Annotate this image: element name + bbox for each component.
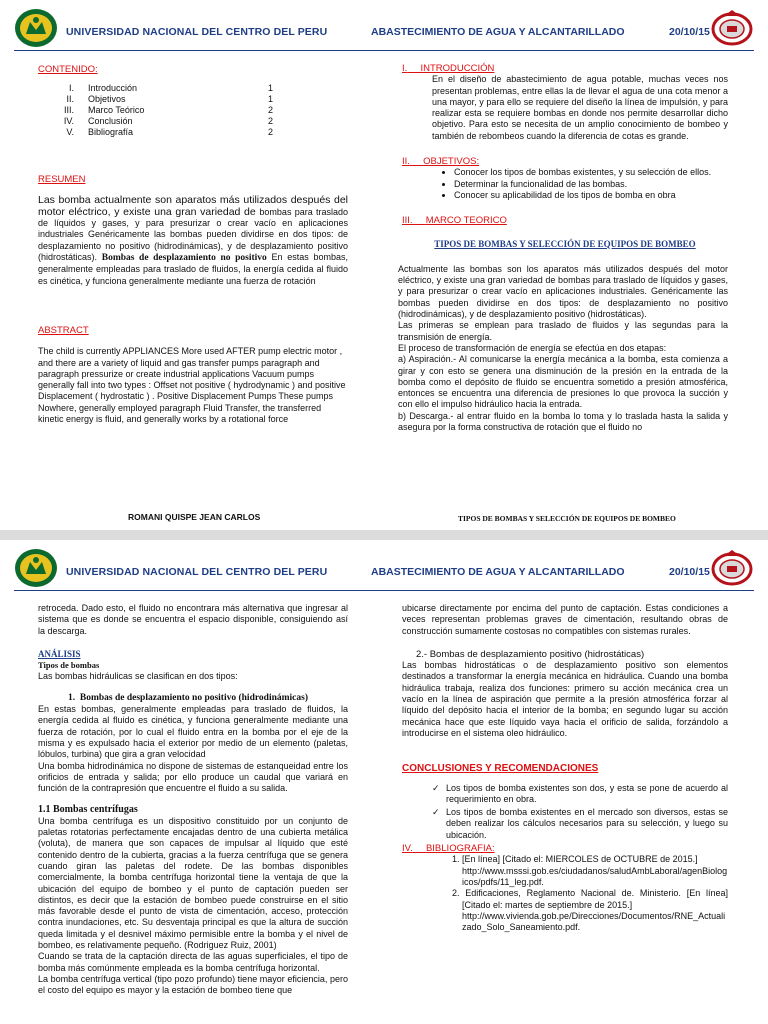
analisis-heading: ANÁLISIS [38,648,81,659]
objetivos-title: OBJETIVOS: [423,156,480,168]
bibliografia-link[interactable]: http://www.msssi.gob.es/ciudadanos/saludAmbLaboral/agenBiologicos/pdfs/11_leg.pdf. [462,865,728,887]
continuation-paragraph: ubicarse directamente por encima del punto de captación. Estas condiciones a veces representan problemas graves de cimentación, resultando obras de construcción sumamente costosas no compatibles con sistemas rurales. [402,603,728,636]
introduccion-title: INTRODUCCIÓN [420,63,495,74]
centrifugas-heading: 1.1 Bombas centrífugas [38,804,138,816]
abstract-heading: ABSTRACT [38,324,89,336]
tipos-text: Las bombas hidráulicas se clasifican en dos tipos: [38,671,238,682]
objetivos-list [402,167,728,201]
course-title: ABASTECIMIENTO DE AGUA Y ALCANTARILLADO [371,26,625,38]
document-date: 20/10/15 [669,26,710,38]
resumen-body: bombas para traslado de líquidos y gases, y para presurizar o crear vacío en aplicaciones industriales Genéricamente las bombas pueden dividirse en dos tipos: de desplazamiento no positivo (hidrodinámicas), y de desplazamiento positivo (hidrostáticas). [38,206,348,263]
table-of-contents [38,83,273,138]
document-date: 20/10/15 [669,566,710,578]
marco-paragraph-2: Las primeras se emplean para traslado de fluidos y las segundas para la transmisión de energía. [398,320,728,342]
toc-page: 1 [268,83,274,94]
toc-title: Marco Teórico [88,105,145,116]
right-column [398,63,728,433]
introduccion-text: En el diseño de abastecimiento de agua potable, muchas veces nos presentan problemas, entre ellas la de llevar el agua de una cota menor a una mayor, y para ello se requiere del diseño la línea de impulsión, y para realizar esta se requiere bombas en donde nos permite desarrollar dicho objetivo. Para esto se necesita de un amplio conocimiento de bombeo y también de rebombeos cuando la diferencia de cotas es grande. [432,74,728,141]
conclusion-item: ✓ Los tipos de bomba existentes son dos, y esta se pone de acuerdo al requerimiento en obra. [446,783,728,806]
objetivo-item: • Determinar la funcionalidad de las bombas. [454,179,728,190]
header-rule [14,50,754,51]
page-header [14,548,754,588]
left-column [38,64,348,425]
page-2 [0,540,768,1024]
objetivos-heading [402,156,728,167]
toc-title: Conclusión [88,116,133,127]
toc-title: Bibliografía [88,127,134,138]
faculty-seal-icon [710,548,754,588]
page-header [14,8,754,48]
toc-number: III. [63,105,74,116]
toc-row [38,105,273,116]
bibliografia-number: 2. [452,888,460,899]
toc-page: 2 [268,116,274,127]
contenido-heading: CONTENIDO: [38,64,98,75]
centrifugas-text-2: Cuando se trata de la captación directa de las aguas superficiales, el tipo de bomba más comúnmente empleada es la bomba centrífuga horizontal. [38,951,348,973]
centrifugas-text: Una bomba centrífuga es un dispositivo constituido por un conjunto de paletas rotatorias perfectamente encajadas dentro de una cubierta metálica (voluta), de manera que son capaces de impulsar al líquido que esté contenido dentro de la cubierta, gracias a la fuerza centrífuga que se genera cuando giran las paletas del rodete. De las bombas disponibles comercialmente, la bomba centrífuga horizontal tiene la ventaja de que la ubicación del equipo de bombeo y el punto de captación pueden ser distintos, es decir que la estación de bombeo puede construirse en el sitio más favorable desde el punto de vista de cimentación, acceso, protección contra inundaciones, etc. Su desventaja principal es que la altura de succión queda limitada y el desnivel máximo permisible entre la bomba y el nivel de bombeo, es relativamente pequeño. (Rodriguez Ruiz, 2001) [38,815,348,951]
toc-number: I. [68,83,74,94]
bibliografia-text: [En línea] [Citado el: MIERCOLES de OCTUBRE de 2015.] [462,854,698,865]
bomba-2-text: Las bombas hidrostáticas o de desplazamiento positivo son elementos destinados a transformar la energía mecánica en hidráulica. Cuando una bomba hidráulica trabaja, realiza dos funciones: primero su acción mecánica crea un vacío en la línea de aspiración que permite a la presión atmosférica forzar al líquido del depósito hacia el interior de la bomba; en segundo lugar su acción mecánica hace que este líquido vaya hacia el orificio de salida, forzándolo a introducirse en el sistema oleo hidráulico. [402,660,728,738]
bomba-2-heading: 2.- Bombas de desplazamiento positivo (hidrostáticas) [416,648,645,660]
bomba-1-title: Bombas de desplazamiento no positivo (hidrodinámicas) [79,692,308,703]
continuation-paragraph: retroceda. Dado esto, el fluido no encontrara más alternativa que ingresar al sistema que es donde se encuentra el espacio disponible, consiguiendo así la descarga. [38,603,348,636]
resumen-bold-term: Bombas de desplazamiento no positivo [101,253,267,264]
course-title: ABASTECIMIENTO DE AGUA Y ALCANTARILLADO [371,566,625,578]
bomba-1-text: En estas bombas, generalmente empleadas para traslado de fluidos, la energía cedida al fluido es cinética, y funciona generalmente mediante una fuerza de rotación, por lo cual el fluido entra en la bomba por el eje de la misma y es expulsado hacia el exterior por medio de un elemento (paletas, lóbulos, turbina) que gira a gran velocidad [38,704,348,760]
resumen-lead: Las bomba actualmente son aparatos más utilizados después del motor eléctrico, y existe una gran variedad de [38,193,348,218]
objetivos-number: II. [402,156,410,168]
university-name: UNIVERSIDAD NACIONAL DEL CENTRO DEL PERU [66,26,328,38]
bibliografia-list [402,854,728,933]
marco-number: III. [402,215,413,227]
bibliografia-entry [402,888,728,933]
conclusiones-list [402,783,728,841]
university-name: UNIVERSIDAD NACIONAL DEL CENTRO DEL PERU [66,566,328,578]
toc-row [38,83,273,94]
marco-paragraph-1: Actualmente las bombas son los aparatos más utilizados después del motor eléctrico, y existe una gran variedad de bombas para traslado de líquidos y gases, y para presurizar o crear vacío en aplicaciones industriales. Genéricamente las bombas pueden dividirse en dos tipos: de desplazamiento no positivo (hidrodinámicas), y de desplazamiento positivo (hidrostáticas). [398,263,728,320]
marco-title: MARCO TEORICO [425,215,507,227]
marco-paragraph-3: El proceso de transformación de energía se efectúa en dos etapas: [398,342,667,353]
right-column [402,603,728,933]
bibliografia-heading [402,843,728,854]
conclusion-item: ✓ Los tipos de bomba existentes en el mercado son diversos, estas se deben realizar los cálculos necesarios para su selección, y luego su ubicación. [446,807,728,841]
bibliografia-number: IV. [402,843,413,855]
conclusiones-heading: CONCLUSIONES Y RECOMENDACIONES [402,763,599,775]
marco-text [398,264,728,433]
toc-title: Objetivos [88,94,126,105]
header-rule [14,590,754,591]
abstract-text: The child is currently APPLIANCES More used AFTER pump electric motor , and there are a variety of liquid and gas transfer pumps paragraph and paragraph pressurize or create industrial applications Vacuum pumps generally fall into two types : Offset not positive ( hydrodynamic ) and positive Displacement ( hydrostatic ) . Positive Displacement Pumps These pumps Nowhere, generally employed paragraph Fluid Transfer, the transferred kinetic energy is fluid, and generally works by a rotational force [38,346,346,425]
faculty-seal-icon [710,8,754,48]
toc-number: II. [66,94,74,105]
bibliografia-text: Edificaciones, Reglamento Nacional de. Ministerio. [En línea] [Citado el: martes de septiembre de 2015.] [462,888,728,910]
bibliografia-number: 1. [452,854,460,865]
university-crest-icon [14,548,58,588]
objetivo-item: • Conocer los tipos de bombas existentes, y su selección de ellos. [454,167,728,178]
toc-title: Introducción [88,83,138,94]
centrifugas-text-3: La bomba centrífuga vertical (tipo pozo profundo) tiene mayor eficiencia, pero el costo del equipo es mayor y la estación de bombeo tiene que [38,973,348,996]
resumen-heading: RESUMEN [38,174,86,186]
toc-row [38,127,273,138]
bibliografia-entry [402,854,728,888]
footer-title: TIPOS DE BOMBAS Y SELECCIÓN DE EQUIPOS DE BOMBEO [458,514,676,523]
toc-page: 1 [268,94,274,105]
marco-paragraph-4: a) Aspiración.- Al comunicarse la energía mecánica a la bomba, esta comienza a girar y con esto se genera una disminución de la presión en la entrada de la bomba como el depósito de fluido se encuentra sometido a presión atmosférica, entonces se encuentra una diferencia de presiones lo que provoca la succión y con ello el impulso hidráulico hacia la entrada. [398,354,728,410]
tipos-heading: Tipos de bombas [38,660,100,671]
toc-page: 2 [268,127,274,138]
toc-number: IV. [63,116,74,127]
introduccion-number: I. [402,63,408,74]
resumen-tail: En estas bombas, generalmente empleadas para traslado de fluidos, la energía cedida al fluido es cinética, y funciona generalmente mediante una fuerza de rotación [38,252,348,286]
introduccion-heading [402,63,728,74]
bomba-1-number: 1. [68,692,76,703]
toc-row [38,94,273,105]
bomba-1-heading [38,693,348,704]
toc-number: V. [66,127,74,138]
toc-page: 2 [268,105,274,116]
resumen-text [38,194,348,287]
bibliografia-title: BIBLIOGRAFIA: [425,843,495,855]
page-separator [0,530,768,540]
bomba-1-text-2: Una bomba hidrodinámica no dispone de sistemas de estanqueidad entre los orificios de entrada y salida; por ello produce un caudal que variará en función de la contrapresión que encuentre el fluido a su salida. [38,760,348,794]
marco-subtitle: TIPOS DE BOMBAS Y SELECCIÓN DE EQUIPOS DE BOMBEO [434,238,696,249]
toc-row [38,116,273,127]
bibliografia-link[interactable]: http://www.vivienda.gob.pe/Direcciones/Documentos/RNE_Actualizado_Solo_Saneamiento.pdf. [462,910,726,933]
left-column [38,603,348,997]
marco-paragraph-5: b) Descarga.- al entrar fluido en la bomba lo toma y lo traslada hasta la salida y asegura por la forma constructiva de rotación que el fluido no [398,410,728,433]
university-crest-icon [14,8,58,48]
objetivo-item: • Conocer su aplicabilidad de los tipos de bomba en obra [454,190,728,201]
footer-author: ROMANI QUISPE JEAN CARLOS [128,512,261,522]
marco-heading [402,215,728,226]
